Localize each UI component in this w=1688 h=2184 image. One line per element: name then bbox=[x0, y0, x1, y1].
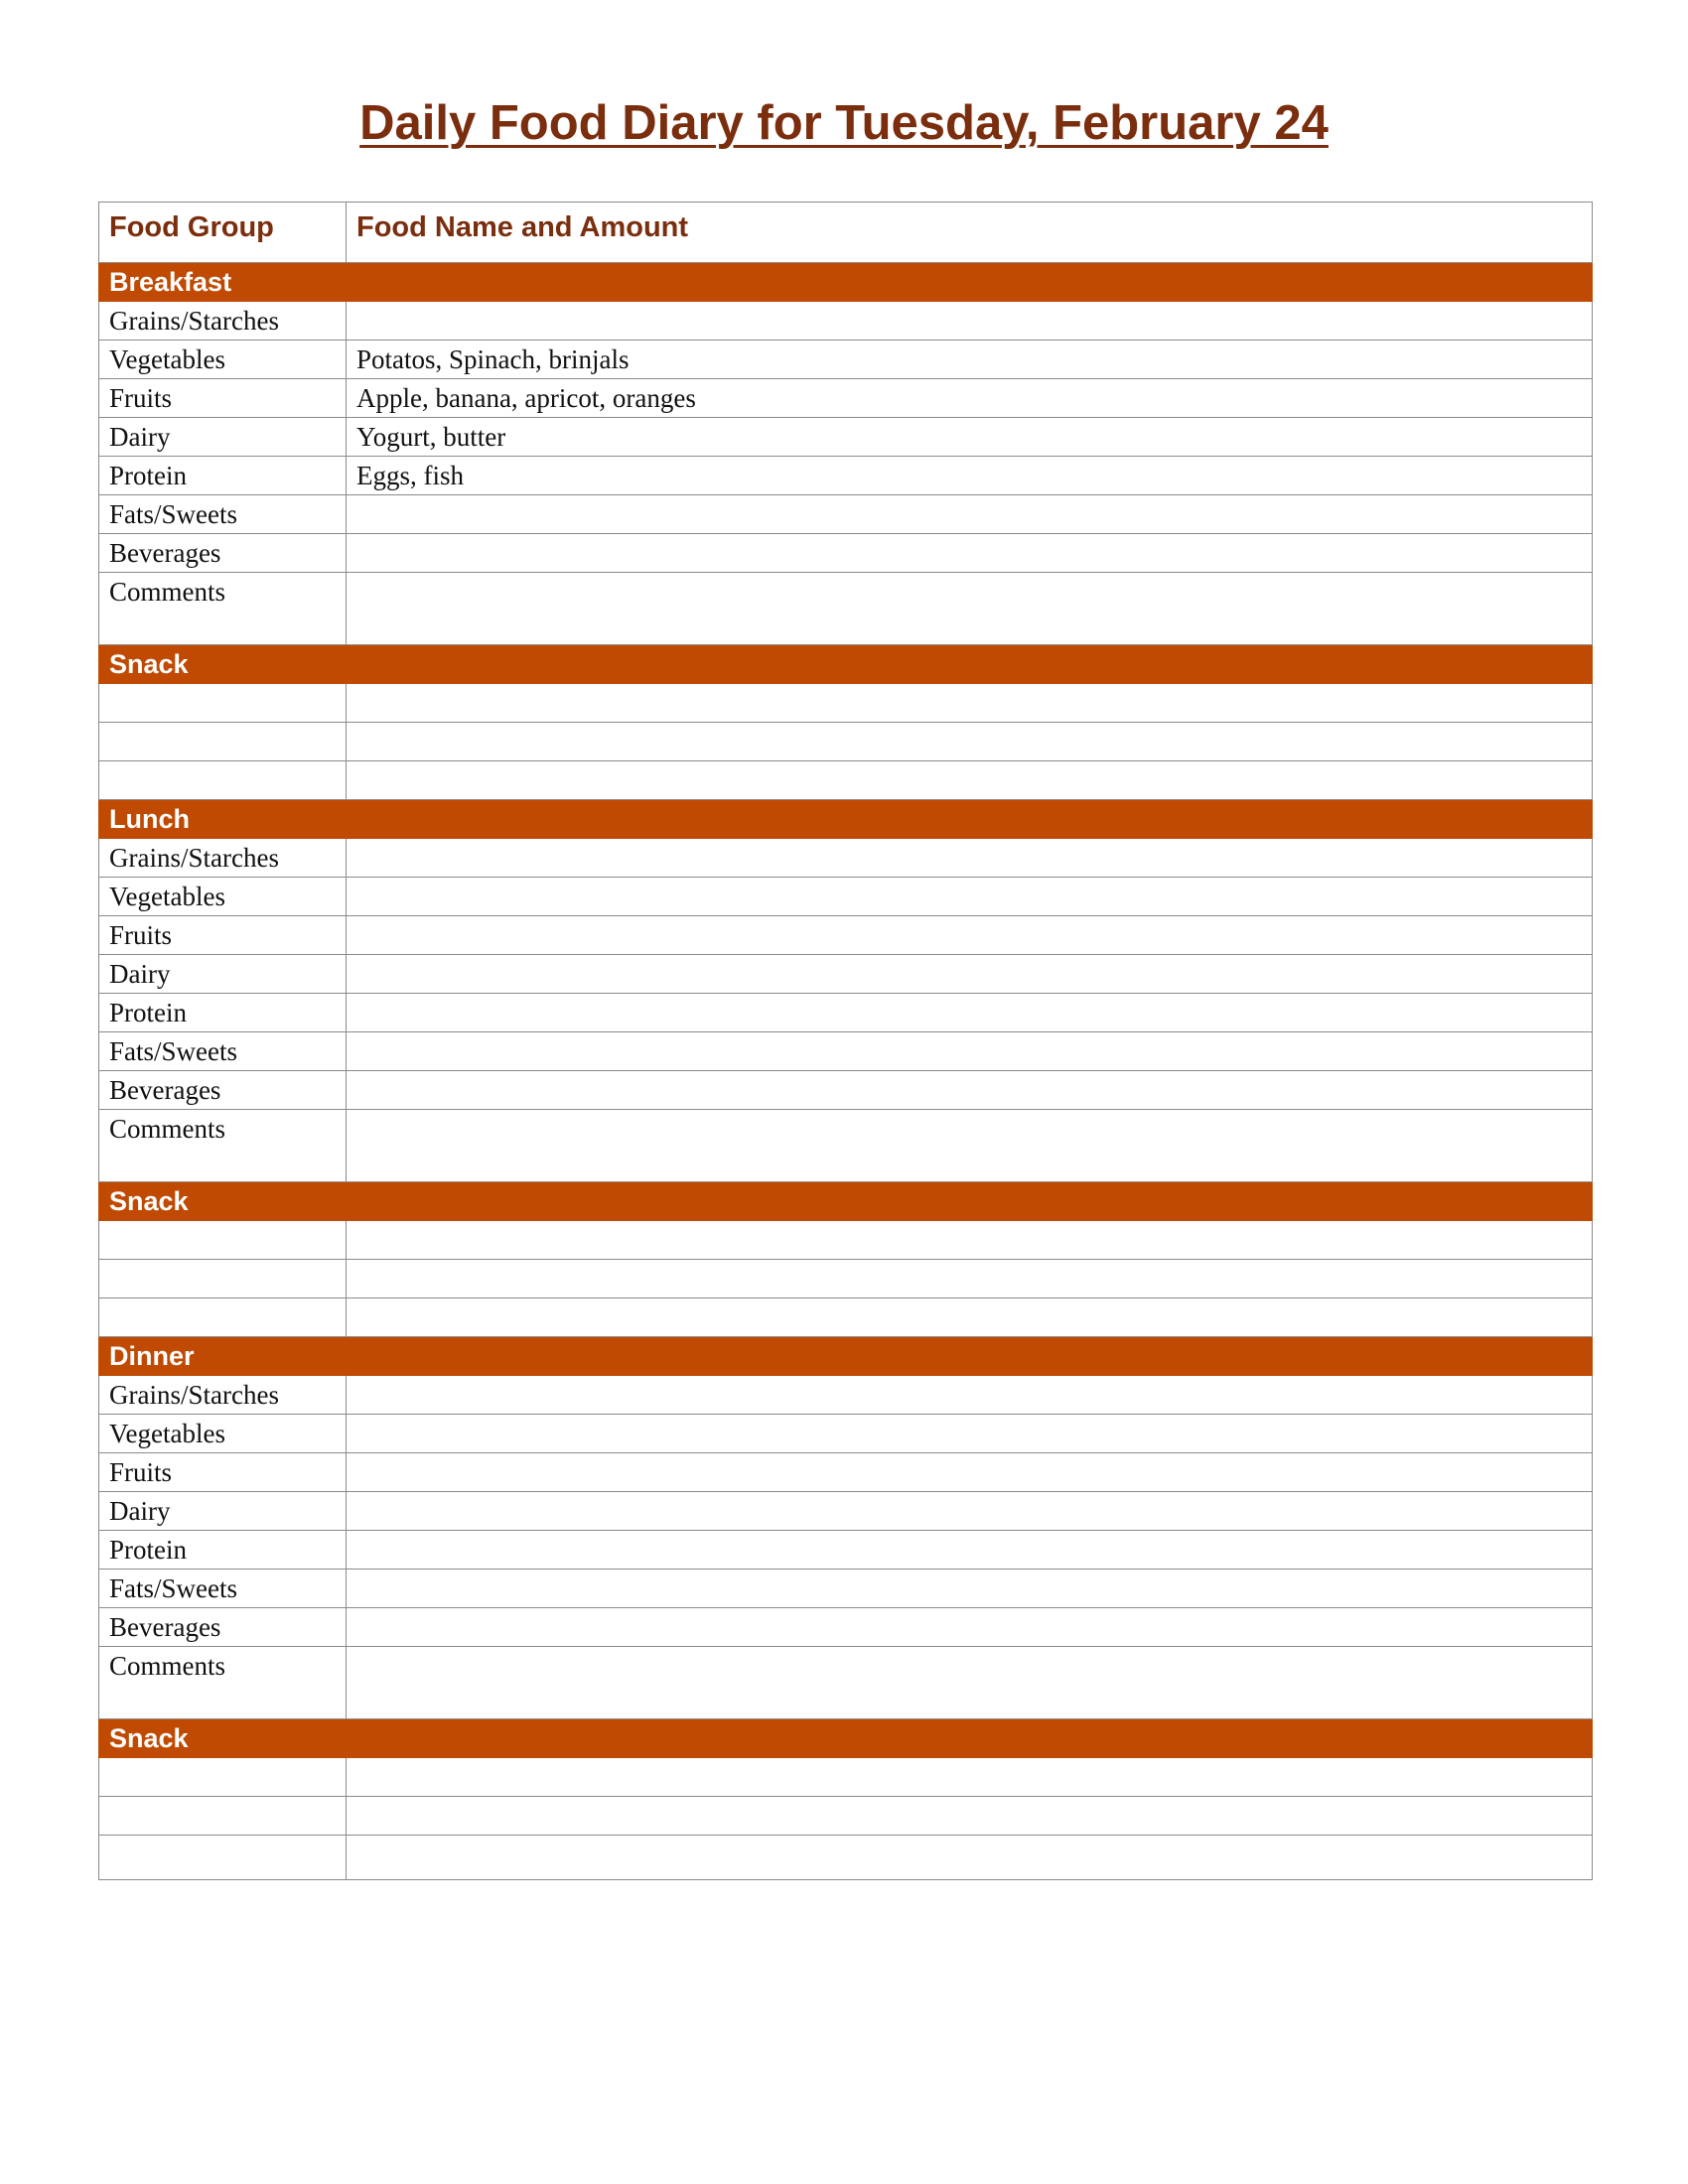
food-name-cell[interactable] bbox=[347, 1570, 1593, 1608]
section-bar-fill bbox=[347, 645, 1593, 684]
food-name-cell[interactable] bbox=[347, 994, 1593, 1032]
food-group-cell[interactable] bbox=[99, 723, 347, 761]
table-row bbox=[99, 1453, 1593, 1492]
table-row bbox=[99, 1071, 1593, 1110]
food-group-cell: Fruits bbox=[99, 916, 347, 955]
food-group-cell: Grains/Starches bbox=[99, 839, 347, 878]
food-group-cell: Dairy bbox=[99, 418, 347, 457]
table-row bbox=[99, 1647, 1593, 1719]
food-name-cell[interactable] bbox=[347, 1531, 1593, 1570]
table-row bbox=[99, 534, 1593, 573]
table-row bbox=[99, 341, 1593, 379]
food-group-cell: Vegetables bbox=[99, 1415, 347, 1453]
food-name-cell[interactable] bbox=[347, 1071, 1593, 1110]
food-group-cell: Fats/Sweets bbox=[99, 1570, 347, 1608]
table-row bbox=[99, 1608, 1593, 1647]
food-group-cell[interactable] bbox=[99, 684, 347, 723]
table-row bbox=[99, 495, 1593, 534]
section-dinner bbox=[99, 1337, 1593, 1376]
food-group-cell: Grains/Starches bbox=[99, 302, 347, 341]
food-name-cell[interactable] bbox=[347, 1298, 1593, 1337]
table-row bbox=[99, 723, 1593, 761]
food-name-cell[interactable] bbox=[347, 1492, 1593, 1531]
food-name-cell[interactable] bbox=[347, 761, 1593, 800]
section-label: Snack bbox=[99, 645, 347, 684]
page-title: Daily Food Diary for Tuesday, February 24 bbox=[359, 96, 1329, 150]
table-row bbox=[99, 1260, 1593, 1298]
food-name-header: Food Name and Amount bbox=[347, 203, 1593, 263]
table-row bbox=[99, 955, 1593, 994]
table-row bbox=[99, 1836, 1593, 1880]
food-name-cell[interactable] bbox=[347, 1797, 1593, 1836]
table-row bbox=[99, 994, 1593, 1032]
food-group-cell: Protein bbox=[99, 457, 347, 495]
table-row bbox=[99, 1492, 1593, 1531]
table-row bbox=[99, 379, 1593, 418]
food-name-cell[interactable] bbox=[347, 955, 1593, 994]
food-group-cell: Grains/Starches bbox=[99, 1376, 347, 1415]
food-group-cell: Comments bbox=[99, 573, 347, 645]
table-row bbox=[99, 916, 1593, 955]
food-name-cell[interactable] bbox=[347, 1415, 1593, 1453]
table-row bbox=[99, 1376, 1593, 1415]
food-name-cell[interactable] bbox=[347, 534, 1593, 573]
section-label: Breakfast bbox=[99, 263, 347, 302]
food-group-cell[interactable] bbox=[99, 1797, 347, 1836]
food-name-cell[interactable] bbox=[347, 878, 1593, 916]
table-row bbox=[99, 1415, 1593, 1453]
food-name-cell[interactable]: Potatos, Spinach, brinjals bbox=[347, 341, 1593, 379]
comments-cell[interactable] bbox=[347, 1647, 1593, 1719]
food-group-cell: Dairy bbox=[99, 955, 347, 994]
section-bar-fill bbox=[347, 1182, 1593, 1221]
food-group-cell[interactable] bbox=[99, 1298, 347, 1337]
food-name-cell[interactable] bbox=[347, 1032, 1593, 1071]
table-row bbox=[99, 1758, 1593, 1797]
food-name-cell[interactable] bbox=[347, 1453, 1593, 1492]
food-name-cell[interactable] bbox=[347, 1376, 1593, 1415]
food-group-cell: Vegetables bbox=[99, 341, 347, 379]
food-group-header: Food Group bbox=[99, 203, 347, 263]
section-snack bbox=[99, 1182, 1593, 1221]
table-row bbox=[99, 1110, 1593, 1182]
food-group-cell: Beverages bbox=[99, 1608, 347, 1647]
table-row bbox=[99, 1032, 1593, 1071]
section-snack bbox=[99, 1719, 1593, 1758]
food-group-cell: Dairy bbox=[99, 1492, 347, 1531]
section-bar-fill bbox=[347, 1337, 1593, 1376]
food-name-cell[interactable] bbox=[347, 1221, 1593, 1260]
section-label: Snack bbox=[99, 1719, 347, 1758]
food-name-cell[interactable] bbox=[347, 1836, 1593, 1880]
table-row bbox=[99, 418, 1593, 457]
food-name-cell[interactable] bbox=[347, 684, 1593, 723]
food-group-cell: Beverages bbox=[99, 534, 347, 573]
section-snack bbox=[99, 645, 1593, 684]
table-row bbox=[99, 1797, 1593, 1836]
food-diary-table bbox=[98, 202, 1593, 1880]
table-row bbox=[99, 573, 1593, 645]
food-group-cell[interactable] bbox=[99, 761, 347, 800]
food-group-cell: Protein bbox=[99, 1531, 347, 1570]
section-breakfast bbox=[99, 263, 1593, 302]
food-name-cell[interactable]: Apple, banana, apricot, oranges bbox=[347, 379, 1593, 418]
section-bar-fill bbox=[347, 800, 1593, 839]
table-row bbox=[99, 1221, 1593, 1260]
food-name-cell[interactable] bbox=[347, 302, 1593, 341]
food-group-cell: Fats/Sweets bbox=[99, 495, 347, 534]
food-group-cell: Beverages bbox=[99, 1071, 347, 1110]
section-label: Snack bbox=[99, 1182, 347, 1221]
table-row bbox=[99, 457, 1593, 495]
food-group-cell[interactable] bbox=[99, 1260, 347, 1298]
food-group-cell[interactable] bbox=[99, 1758, 347, 1797]
food-name-cell[interactable] bbox=[347, 839, 1593, 878]
table-row bbox=[99, 839, 1593, 878]
food-name-cell[interactable] bbox=[347, 1758, 1593, 1797]
food-name-cell[interactable] bbox=[347, 495, 1593, 534]
food-group-cell: Vegetables bbox=[99, 878, 347, 916]
table-row bbox=[99, 1570, 1593, 1608]
section-label: Dinner bbox=[99, 1337, 347, 1376]
table-row bbox=[99, 761, 1593, 800]
table-row bbox=[99, 1298, 1593, 1337]
food-group-cell: Comments bbox=[99, 1110, 347, 1182]
food-name-cell[interactable] bbox=[347, 1260, 1593, 1298]
section-bar-fill bbox=[347, 263, 1593, 302]
food-name-cell[interactable]: Yogurt, butter bbox=[347, 418, 1593, 457]
comments-cell[interactable] bbox=[347, 573, 1593, 645]
food-group-cell: Fruits bbox=[99, 1453, 347, 1492]
comments-cell[interactable] bbox=[347, 1110, 1593, 1182]
food-name-cell[interactable] bbox=[347, 916, 1593, 955]
table-header-row bbox=[99, 203, 1593, 263]
table-row bbox=[99, 1531, 1593, 1570]
food-name-cell[interactable] bbox=[347, 1608, 1593, 1647]
food-group-cell[interactable] bbox=[99, 1836, 347, 1880]
food-name-cell[interactable]: Eggs, fish bbox=[347, 457, 1593, 495]
food-group-cell: Comments bbox=[99, 1647, 347, 1719]
table-row bbox=[99, 878, 1593, 916]
table-row bbox=[99, 302, 1593, 341]
table-row bbox=[99, 684, 1593, 723]
food-group-cell: Fruits bbox=[99, 379, 347, 418]
section-label: Lunch bbox=[99, 800, 347, 839]
food-group-cell[interactable] bbox=[99, 1221, 347, 1260]
food-group-cell: Protein bbox=[99, 994, 347, 1032]
section-lunch bbox=[99, 800, 1593, 839]
food-group-cell: Fats/Sweets bbox=[99, 1032, 347, 1071]
section-bar-fill bbox=[347, 1719, 1593, 1758]
food-name-cell[interactable] bbox=[347, 723, 1593, 761]
